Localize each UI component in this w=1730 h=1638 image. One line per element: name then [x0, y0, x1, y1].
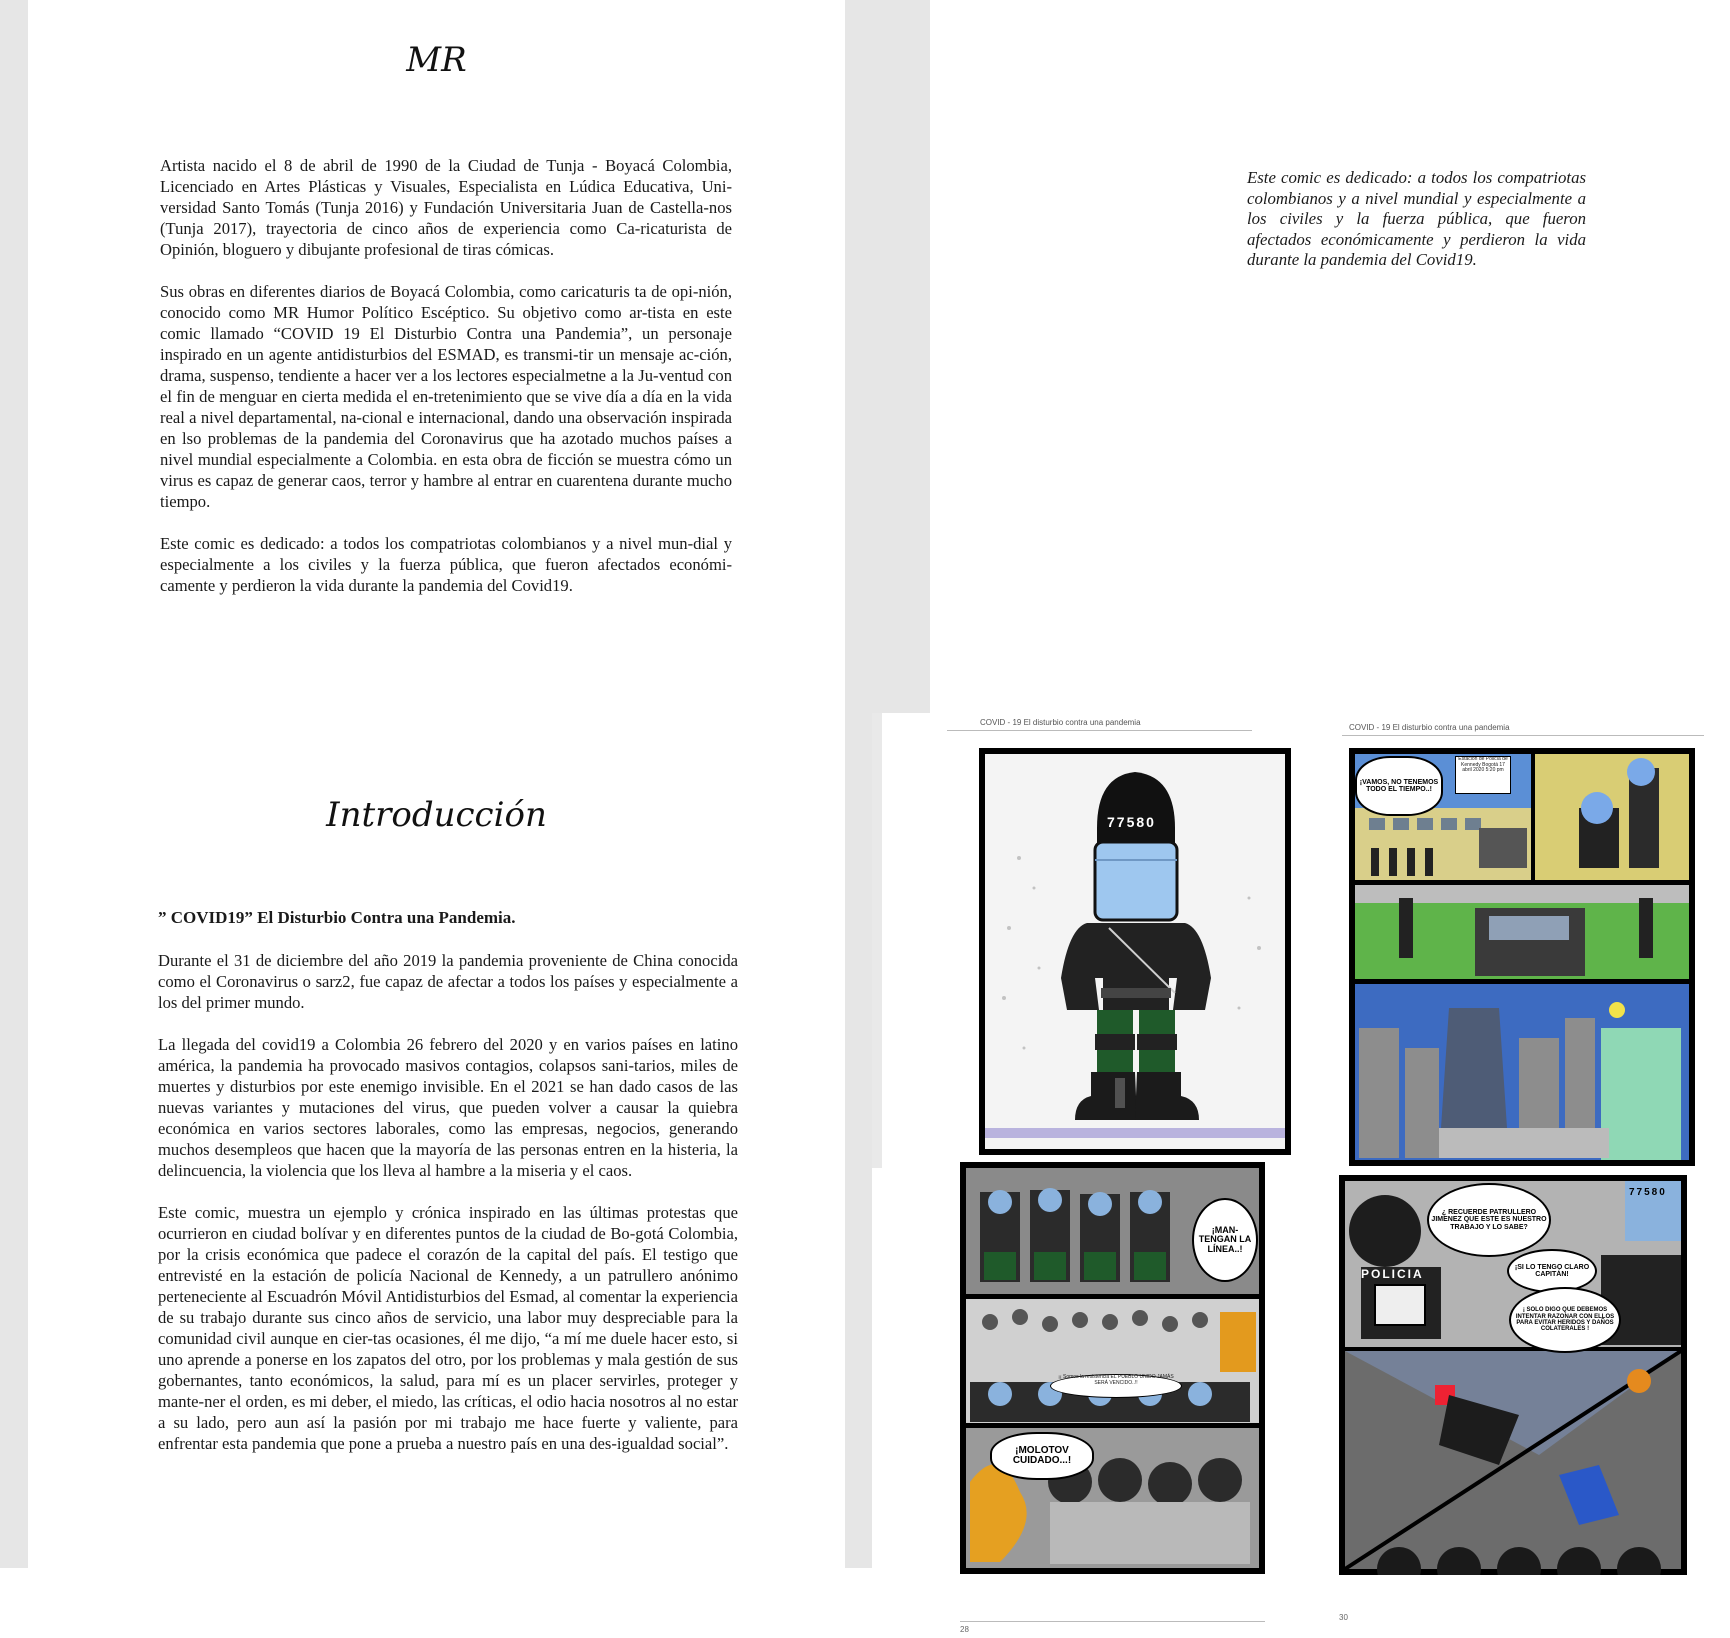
- bio-title: MR: [406, 40, 467, 80]
- officer-illustration: [979, 748, 1291, 1155]
- gutter-bar-lower: [845, 713, 872, 1568]
- crowd-chant-banner: ¡¡ Somos la resistencia EL PUEBLO UNIDO JAMÁS SERÁ VENCIDO..!!: [1050, 1374, 1182, 1398]
- header-rule: [947, 730, 1252, 731]
- page-shadow: [872, 713, 882, 1168]
- intro-page: [28, 680, 845, 1568]
- intro-paragraph: Durante el 31 de diciembre del año 2019 la pandemia proveniente de China conocida como el Coronavirus o sarz2, fue capaz de afectar a todos los países y especialmente a los del primer mundo.: [158, 951, 738, 1012]
- dedication-page: [930, 0, 1730, 713]
- intro-title: Introducción: [326, 795, 547, 835]
- speech-bubble-solo-digo: ¡ SOLO DIGO QUE DEBEMOS INTENTAR RAZONAR CON ELLOS PARA EVITAR HERIDOS Y DAÑOS COLATERALES !: [1509, 1287, 1621, 1353]
- comic-panel-riot-line: [960, 1162, 1265, 1574]
- left-margin-bar: [0, 0, 28, 1568]
- helmet-number-captain: 77580: [1629, 1187, 1667, 1198]
- intro-paragraph: La llegada del covid19 a Colombia 26 febrero del 2020 y en varios países en latino américa, la pandemia ha provocado masivos contagios, colapsos sani-tarios, miles de muertes y disturbios por este enemigo invisible. En el 2021 se han dado casos de las nuevas variantes y mutaciones del virus, que pueden volver a causar la quiebra económica en varios sectores laborales, como las empresas, negocios, generando muchos desempleos que hacen que la mayoría de las personas entren en la histeria, la delincuencia, la violencia que los lleva al hambre a la miseria y el caos.: [158, 1035, 738, 1180]
- speech-bubble-molotov: ¡MOLOTOV CUIDADO...!: [990, 1432, 1094, 1480]
- intro-paragraph: Este comic, muestra un ejemplo y crónica inspirado en las últimas protestas que ocurrieron en ciudad bolívar y en diferentes puntos de la ciudad de Bo-gotá Colombia, por la crisis económica que padece el corazón de la capital del país. El testigo que entrevisté en la estación de policía Nacional de Kennedy, a un patrullero anónimo perteneciente al Escuadrón Móvil Antidisturbios del Esmad, al comentar la experiencia de su trabajo durante sus cinco años de servicio, una labor muy despreciable para la comunidad civil aunque en cier-tas ocasiones, él me dijo, “a mí me duele hacer esto, si uno aprende a ponerse en los zapatos del otro, por los problemas y mala gestión de sus gobernantes, tanto económicos, la salud, para mí es un placer servirles, proteger y mante-ner el orden, es mi deber, el miedo, las críticas, el odio hacia nosotros al no estar a su lado, pero aun así la pasión por mi trabajo me hace fuerte y valiente, para enfrentar esta pandemia que pone a prueba a nuestro país en una des-igualdad social”.: [158, 1203, 738, 1453]
- bio-paragraph: Artista nacido el 8 de abril de 1990 de la Ciudad de Tunja - Boyacá Colombia, Licenciado en Artes Plásticas y Visuales, Especialista en Lúdica Educativa, Uni-versidad Santo Tomás (Tunja 2016) y Fundación Universitaria Juan de Castella-nos (Tunja 2017), trayectoria de cinco años de experiencia como Ca-ricaturista de Opinión, bloguero y dibujante profesional de tiras cómicas.: [160, 156, 732, 259]
- bio-paragraph: Sus obras en diferentes diarios de Boyacá Colombia, como caricaturis ta de opi-nión, conocido como MR Humor Político Escéptico. Su objetivo como ar-tista en este comic llamado “COVID 19 El Disturbio Contra una Pandemia”, un personaje inspirado en un agente antidisturbios del ESMAD, es transmi-tir un mensaje ac-ción, drama, suspenso, tendiente a hacer ver a los lectores especialmetne a la Ju-ventud con el fin de menguar en cierta medida el en-tretenimiento que se vive día a día en la vida real a nivel departamental, na-cional e internacional, dando una observación inspirada en lso problemas de la pandemia del Coronavirus que ha azotado muchos países a nivel mundial especialmente a Colombia. en esta obra de ficción se muestra cómo un virus es capaz de generar caos, terror y hambre al entrar en cuarentena durante mucho tiempo.: [160, 282, 732, 511]
- policia-vest-label: POLICIA: [1361, 1267, 1424, 1281]
- dedication-text: Este comic es dedicado: a todos los compatriotas colombianos y a nivel mundial y especialmente a los civiles y la fuerza pública, que fueron afectados económicamente y perdieron la vida durante la pandemia del Covid19.: [1247, 168, 1586, 269]
- footer-rule: [960, 1621, 1265, 1622]
- station-sign: Estación de Policía de Kennedy Bogotá 17 abril 2020 5:20 pm: [1455, 756, 1511, 794]
- bio-page: [28, 0, 845, 680]
- comic-spread: [872, 713, 1730, 1638]
- intro-subtitle: ” COVID19” El Disturbio Contra una Pandemia.: [158, 908, 516, 927]
- page-number-right: 30: [1339, 1613, 1348, 1622]
- speech-bubble-recuerde: ¿ RECUERDE PATRULLERO JIMENEZ QUE ESTE ES NUESTRO TRABAJO Y LO SABE?: [1427, 1183, 1551, 1257]
- page-number-left: 28: [960, 1625, 969, 1634]
- speech-bubble-mantengan: ¡MAN-TENGAN LA LÍNEA..!: [1192, 1198, 1258, 1282]
- header-rule: [1342, 735, 1704, 736]
- comic-header-right: COVID - 19 El disturbio contra una pandemia: [1349, 723, 1510, 732]
- helmet-number: 77580: [1107, 814, 1156, 830]
- speech-bubble-si-lo-tengo: ¡SI LO TENGO CLARO CAPITÁN!: [1507, 1249, 1597, 1293]
- bio-paragraph: Este comic es dedicado: a todos los compatriotas colombianos y a nivel mun-dial y especialmente a los civiles y la fuerza pública, que fueron afectados económi-camente y perdieron la vida durante la pandemia del Covid19.: [160, 534, 732, 595]
- comic-header-left: COVID - 19 El disturbio contra una pandemia: [980, 718, 1141, 727]
- gutter-bar: [845, 0, 930, 713]
- comic-panel-officer: [979, 748, 1291, 1155]
- speech-bubble-vamos: ¡VAMOS, NO TENEMOS TODO EL TIEMPO..!: [1355, 756, 1443, 816]
- bio-body: [160, 155, 732, 617]
- comic-panel-station-city: [1349, 748, 1695, 1166]
- intro-body: [158, 907, 738, 1475]
- comic-panel-captain: [1339, 1175, 1687, 1575]
